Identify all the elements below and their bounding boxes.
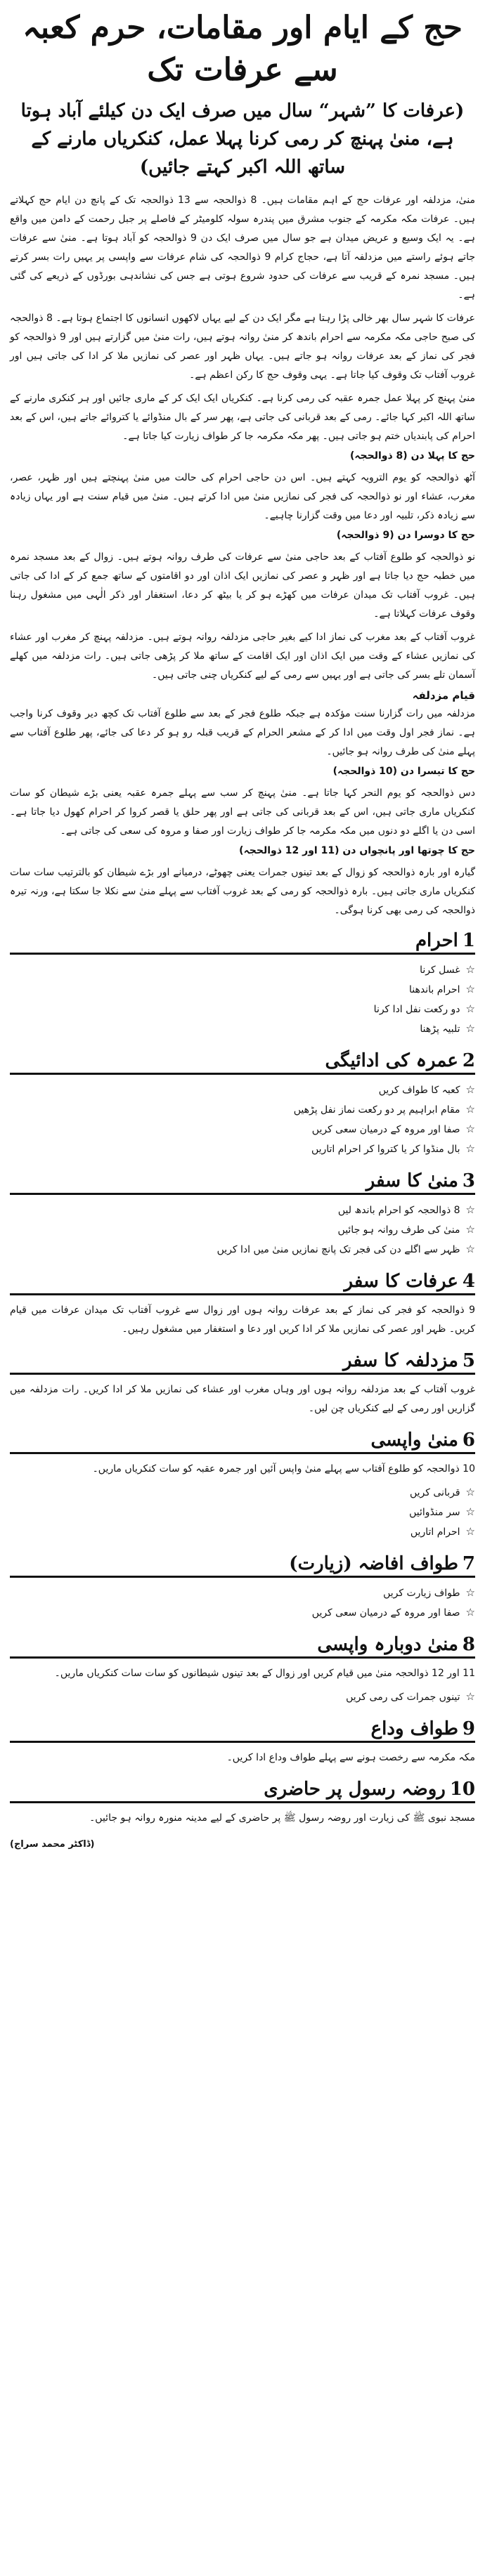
step-header xyxy=(10,1050,475,1075)
step-bullet xyxy=(10,1240,475,1260)
step-header xyxy=(10,1553,475,1578)
step-paragraph: 11 اور 12 ذوالحجہ منیٰ میں قیام کریں اور زوال کے بعد تینوں شیطانوں کو سات سات کنکریاں ماریں۔ xyxy=(54,1668,475,1679)
star-bullet-icon: ☆ xyxy=(465,1142,475,1155)
intro-paragraph: نو ذوالحجہ کو طلوع آفتاب کے بعد حاجی منیٰ سے عرفات کی طرف روانہ ہوتے ہیں۔ زوال کے بعد مسجد نمرہ میں خطبہ حج دیا جاتا ہے اور ظہر و عصر کی نمازیں ایک اذان اور دو اقامتوں کے ساتھ جمع کر کے ادا کی جاتی ہیں۔ غروب آفتاب تک میدان عرفات میں کھڑے ہو کر یا بیٹھ کر دعا، استغفار اور ذکر الٰہی میں مشغول رہنا وقوف عرفات کہلاتا ہے۔ xyxy=(10,551,475,620)
step-header xyxy=(10,1718,475,1743)
section-heading: قیام مزدلفہ xyxy=(412,689,475,702)
step-bullet-text: منیٰ کی طرف روانہ ہو جائیں xyxy=(337,1224,460,1236)
step-header xyxy=(10,1634,475,1659)
step-title: احرام xyxy=(415,930,458,951)
step-bullet-text: ظہر سے اگلے دن کی فجر تک پانچ نمازیں منیٰ میں ادا کریں xyxy=(216,1244,460,1255)
step-bullet xyxy=(10,1080,475,1100)
steps-list xyxy=(10,930,475,1828)
star-bullet-icon: ☆ xyxy=(465,1083,475,1096)
step-section xyxy=(10,1350,475,1418)
step-title: روضہ رسول پر حاضری xyxy=(264,1779,446,1800)
step-title: طواف وداع xyxy=(370,1718,458,1739)
step-bullet xyxy=(10,1603,475,1623)
author-credit: (ڈاکٹر محمد سراج) xyxy=(10,1839,95,1850)
step-title: منیٰ واپسی xyxy=(370,1430,458,1451)
star-bullet-icon: ☆ xyxy=(465,1586,475,1599)
step-bullet xyxy=(10,1201,475,1220)
star-bullet-icon: ☆ xyxy=(465,1525,475,1538)
step-number: 10 xyxy=(449,1779,475,1800)
step-bullet-text: 8 ذوالحجہ کو احرام باندھ لیں xyxy=(337,1205,460,1216)
step-section xyxy=(10,1634,475,1707)
article-subtitle: (عرفات کا ”شہر“ سال میں صرف ایک دن کیلئے آباد ہوتا ہے، منیٰ پہنچ کر رمی کرنا پہلا عمل، کنکریاں مارنے کے ساتھ اللہ اکبر کہتے جائیں) xyxy=(20,100,465,178)
step-number: 9 xyxy=(462,1718,475,1739)
star-bullet-icon: ☆ xyxy=(465,983,475,995)
star-bullet-icon: ☆ xyxy=(465,1103,475,1116)
step-header xyxy=(10,1271,475,1295)
step-number: 8 xyxy=(462,1634,475,1655)
step-title: منیٰ دوبارہ واپسی xyxy=(317,1634,458,1655)
step-number: 1 xyxy=(462,930,475,951)
step-bullet xyxy=(10,1483,475,1503)
step-section xyxy=(10,930,475,1039)
step-number: 2 xyxy=(462,1050,475,1071)
step-number: 6 xyxy=(462,1430,475,1451)
star-bullet-icon: ☆ xyxy=(465,1203,475,1216)
step-bullet-text: صفا اور مروہ کے درمیان سعی کریں xyxy=(311,1607,460,1619)
step-bullet-text: تینوں جمرات کی رمی کریں xyxy=(346,1692,460,1703)
step-header xyxy=(10,1779,475,1803)
step-bullet xyxy=(10,1139,475,1159)
star-bullet-icon: ☆ xyxy=(465,1690,475,1703)
step-section xyxy=(10,1050,475,1159)
step-number: 3 xyxy=(462,1170,475,1191)
step-bullet xyxy=(10,1583,475,1603)
star-bullet-icon: ☆ xyxy=(465,1123,475,1135)
step-bullet-text: مقام ابراہیم پر دو رکعت نماز نفل پڑھیں xyxy=(293,1104,460,1116)
intro-paragraph: منیٰ پہنچ کر پہلا عمل جمرہ عقبہ کی رمی کرنا ہے۔ کنکریاں ایک ایک کر کے ماری جائیں اور ہر کنکری مارنے کے ساتھ اللہ اکبر کہا جائے۔ رمی کے بعد قربانی کی جاتی ہے، پھر سر کے بال منڈوائے یا کتروائے جاتے ہیں، اس کے بعد احرام کی پابندیاں ختم ہو جاتی ہیں۔ پھر مکہ مکرمہ جا کر طواف زیارت کیا جاتا ہے۔ xyxy=(10,393,475,442)
intro-paragraph: مزدلفہ میں رات گزارنا سنت مؤکدہ ہے جبکہ طلوع فجر کے بعد سے طلوع آفتاب تک کچھ دیر وقوف کرنا واجب ہے۔ نماز فجر اول وقت میں ادا کر کے مشعر الحرام کے قریب قبلہ رو ہو کر دعا کی جائے، پھر طلوع آفتاب سے پہلے منیٰ کی طرف روانہ ہو جائیں۔ xyxy=(10,708,475,757)
article-title: حج کے ایام اور مقامات، حرم کعبہ سے عرفات تک xyxy=(22,10,463,88)
step-paragraph: 9 ذوالحجہ کو فجر کی نماز کے بعد عرفات روانہ ہوں اور زوال سے غروب آفتاب تک میدان عرفات میں قیام کریں۔ ظہر اور عصر کی نمازیں ملا کر ادا کریں اور دعا و استغفار میں مشغول رہیں۔ xyxy=(10,1305,475,1335)
step-bullet xyxy=(10,1100,475,1120)
step-header xyxy=(10,930,475,955)
step-bullet-text: قربانی کریں xyxy=(410,1487,460,1498)
step-header xyxy=(10,1170,475,1195)
intro-paragraph: گیارہ اور بارہ ذوالحجہ کو زوال کے بعد تینوں جمرات یعنی چھوٹے، درمیانے اور بڑے شیطان کو بالترتیب سات سات کنکریاں ماری جاتی ہیں۔ بارہ ذوالحجہ کو رمی کے بعد غروب آفتاب سے پہلے منیٰ سے نکلا جا سکتا ہے، ورنہ تیرہ ذوالحجہ کی رمی بھی کرنا ہوگی۔ xyxy=(10,867,475,916)
step-section xyxy=(10,1553,475,1623)
step-bullet-text: سر منڈوائیں xyxy=(409,1507,460,1518)
step-bullet xyxy=(10,1220,475,1240)
step-title: طواف افاضہ (زیارت) xyxy=(289,1553,458,1574)
step-bullet xyxy=(10,1687,475,1707)
star-bullet-icon: ☆ xyxy=(465,1243,475,1255)
step-bullet xyxy=(10,1120,475,1139)
step-paragraph: مسجد نبوی ﷺ کی زیارت اور روضہ رسول ﷺ پر حاضری کے لیے مدینہ منورہ روانہ ہو جائیں۔ xyxy=(89,1812,475,1824)
intro-paragraph: آٹھ ذوالحجہ کو یوم الترویہ کہتے ہیں۔ اس دن حاجی احرام کی حالت میں منیٰ پہنچتے ہیں اور ظہر، عصر، مغرب، عشاء اور نو ذوالحجہ کی فجر کی نمازیں منیٰ میں ادا کرتے ہیں۔ منیٰ میں قیام سنت ہے اور یہاں زیادہ سے زیادہ ذکر، تلبیہ اور دعا میں وقت گزارنا چاہیے۔ xyxy=(10,472,475,521)
star-bullet-icon: ☆ xyxy=(465,1022,475,1035)
step-section xyxy=(10,1718,475,1767)
step-title: منیٰ کا سفر xyxy=(366,1170,458,1191)
step-bullet xyxy=(10,1000,475,1019)
step-bullet-text: طواف زیارت کریں xyxy=(383,1588,460,1599)
step-number: 5 xyxy=(462,1350,475,1371)
step-bullet-text: دو رکعت نفل ادا کرنا xyxy=(373,1004,460,1015)
step-bullet-text: غسل کرنا xyxy=(420,965,460,976)
day-heading: حج کا تیسرا دن (10 ذوالحجہ) xyxy=(332,766,475,777)
step-bullet xyxy=(10,1503,475,1522)
step-section xyxy=(10,1170,475,1260)
step-paragraph: 10 ذوالحجہ کو طلوع آفتاب سے پہلے منیٰ واپس آئیں اور جمرہ عقبہ کو سات کنکریاں ماریں۔ xyxy=(92,1463,475,1475)
step-bullet-text: تلبیہ پڑھنا xyxy=(420,1024,460,1035)
step-paragraph: مکہ مکرمہ سے رخصت ہونے سے پہلے طواف وداع ادا کریں۔ xyxy=(226,1752,475,1763)
step-header xyxy=(10,1430,475,1454)
star-bullet-icon: ☆ xyxy=(465,963,475,976)
intro-paragraph: دس ذوالحجہ کو یوم النحر کہا جاتا ہے۔ منیٰ پہنچ کر سب سے پہلے جمرہ عقبہ یعنی بڑے شیطان کو سات کنکریاں ماری جاتی ہیں، اس کے بعد قربانی کی جاتی ہے اور پھر حلق یا قصر کروا کر احرام کھول دیا جاتا ہے۔ اسی دن یا اگلے دو دنوں میں مکہ مکرمہ جا کر طواف زیارت اور صفا و مروہ کی سعی کی جاتی ہے۔ xyxy=(10,787,475,837)
step-section xyxy=(10,1271,475,1339)
step-bullet xyxy=(10,1019,475,1039)
star-bullet-icon: ☆ xyxy=(465,1486,475,1498)
intro-paragraph: عرفات کا شہر سال بھر خالی پڑا رہتا ہے مگر ایک دن کے لیے یہاں لاکھوں انسانوں کا اجتماع ہوتا ہے۔ 8 ذوالحجہ کی صبح حاجی مکہ مکرمہ سے احرام باندھ کر منیٰ روانہ ہوتے ہیں، رات منیٰ میں گزارتے ہیں اور 9 ذوالحجہ کو فجر کی نماز کے بعد عرفات روانہ ہو جاتے ہیں۔ یہاں ظہر اور عصر کی نمازیں ملا کر ادا کی جاتی ہیں اور غروب آفتاب تک وقوف کیا جاتا ہے۔ یہی وقوف حج کا رکن اعظم ہے۔ xyxy=(10,313,476,381)
step-section xyxy=(10,1779,475,1828)
step-number: 4 xyxy=(462,1271,475,1292)
step-title: عمرہ کی ادائیگی xyxy=(325,1050,458,1071)
step-bullet xyxy=(10,980,475,1000)
star-bullet-icon: ☆ xyxy=(465,1002,475,1015)
step-bullet-text: کعبہ کا طواف کریں xyxy=(378,1085,460,1096)
step-bullet xyxy=(10,1522,475,1542)
day-heading: حج کا دوسرا دن (9 ذوالحجہ) xyxy=(336,530,475,541)
step-header xyxy=(10,1350,475,1375)
step-bullet-text: بال منڈوا کر یا کتروا کر احرام اتاریں xyxy=(311,1144,460,1155)
star-bullet-icon: ☆ xyxy=(465,1223,475,1236)
step-section xyxy=(10,1430,475,1542)
article-intro xyxy=(10,191,475,920)
star-bullet-icon: ☆ xyxy=(465,1505,475,1518)
step-bullet-text: احرام اتاریں xyxy=(410,1526,460,1538)
step-title: عرفات کا سفر xyxy=(344,1271,458,1292)
step-title: مزدلفہ کا سفر xyxy=(343,1350,458,1371)
day-heading: حج کا پہلا دن (8 ذوالحجہ) xyxy=(349,450,475,462)
intro-paragraph: غروب آفتاب کے بعد مغرب کی نماز ادا کیے بغیر حاجی مزدلفہ روانہ ہوتے ہیں۔ مزدلفہ پہنچ کر مغرب اور عشاء کی نمازیں عشاء کے وقت میں ایک اذان اور ایک اقامت کے ساتھ ملا کر پڑھی جاتی ہیں۔ رات مزدلفہ میں کھلے آسمان تلے بسر کی جاتی ہے اور یہیں سے رمی کے لیے کنکریاں چنی جاتی ہیں۔ xyxy=(10,632,475,681)
step-bullet-text: احرام باندھنا xyxy=(408,984,460,995)
step-number: 7 xyxy=(462,1553,475,1574)
star-bullet-icon: ☆ xyxy=(465,1606,475,1619)
step-bullet xyxy=(10,960,475,980)
day-heading: حج کا چوتھا اور پانچواں دن (11 اور 12 ذوالحجہ) xyxy=(239,845,475,856)
intro-paragraph: منیٰ، مزدلفہ اور عرفات حج کے اہم مقامات ہیں۔ 8 ذوالحجہ سے 13 ذوالحجہ تک کے پانچ دن ایام حج کہلاتے ہیں۔ عرفات مکہ مکرمہ کے جنوب مشرق میں پندرہ سولہ کلومیٹر کے فاصلے پر جبل رحمت کے دامن میں واقع ہے۔ یہ ایک وسیع و عریض میدان ہے جو سال میں صرف ایک دن 9 ذوالحجہ کو آباد ہوتا ہے۔ منیٰ سے عرفات جاتے ہوئے راستے میں مزدلفہ آتا ہے، حجاج کرام 9 ذوالحجہ کی شام عرفات سے واپسی پر یہیں رات بسر کرتے ہیں۔ مسجد نمرہ کے قریب سے عرفات کی حدود شروع ہوتی ہے جس کی نشاندہی بورڈوں کے ذریعے کی گئی ہے۔ xyxy=(10,195,475,301)
step-paragraph: غروب آفتاب کے بعد مزدلفہ روانہ ہوں اور وہاں مغرب اور عشاء کی نمازیں ملا کر ادا کریں۔ رات مزدلفہ میں گزاریں اور رمی کے لیے کنکریاں چن لیں۔ xyxy=(10,1384,475,1414)
step-bullet-text: صفا اور مروہ کے درمیان سعی کریں xyxy=(311,1124,460,1135)
